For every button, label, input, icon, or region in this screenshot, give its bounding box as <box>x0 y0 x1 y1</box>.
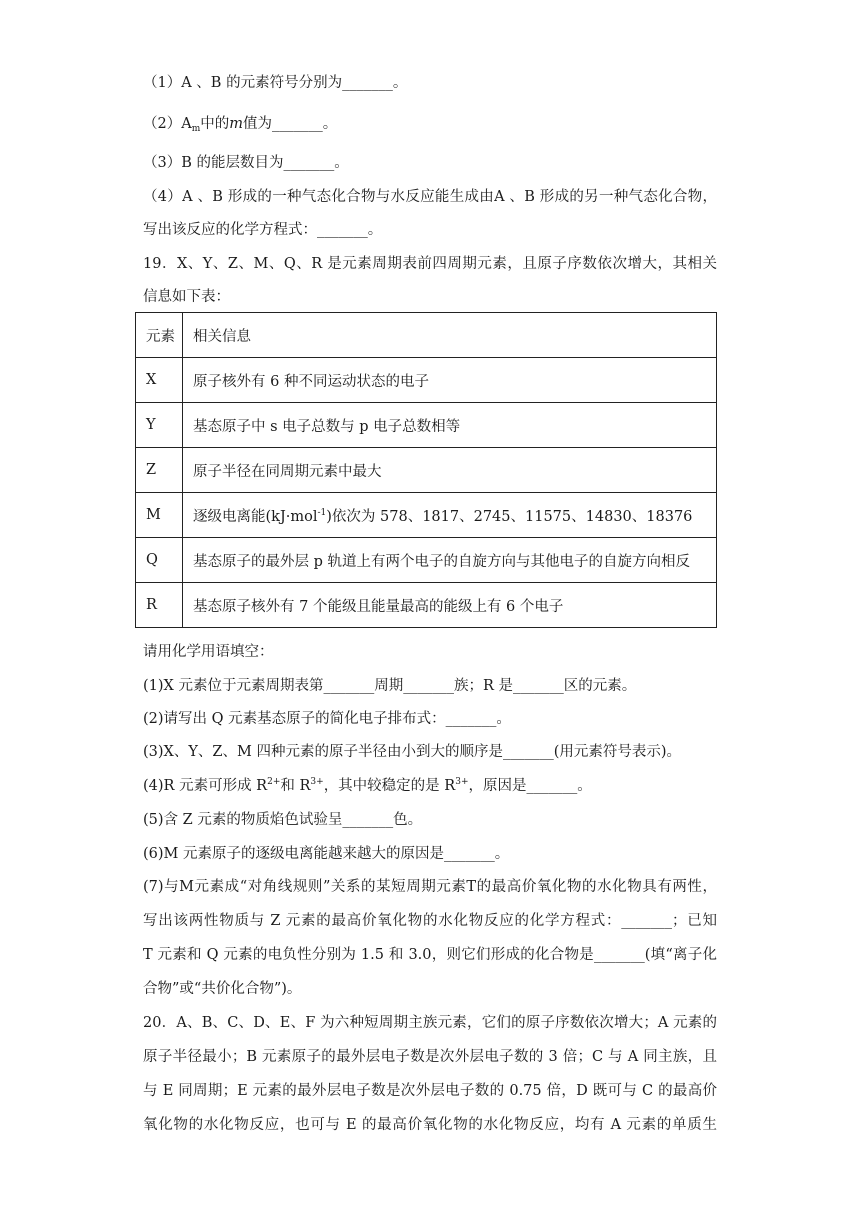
table-header-row <box>136 313 717 358</box>
q20-line1: 20．A、B、C、D、E、F 为六种短周期主族元素，它们的原子序数依次增大；A 元素的 <box>143 1015 717 1031</box>
q20-line2: 原子半径最小；B 元素原子的最外层电子数是次外层电子数的 3 倍；C 与 A 同主族，且 <box>143 1049 717 1065</box>
q19-sub6: (6)M 元素原子的逐级电离能越来越大的原因是_______。 <box>143 846 510 862</box>
row-info: 原子半径在同周期元素中最大 <box>183 448 717 493</box>
q19-sub7-line1: (7)与M元素成“对角线规则”关系的某短周期元素T的最高价氧化物的水化物具有两性， <box>143 879 717 895</box>
q19-sub4-mid2: ，其中较稳定的是 R <box>323 778 456 794</box>
q18-part3: （3）B 的能层数目为_______。 <box>143 155 349 171</box>
table-row <box>136 358 717 403</box>
row-info: 原子核外有 6 种不同运动状态的电子 <box>183 358 717 403</box>
q18-part2-m: m <box>229 116 244 132</box>
row-element: R <box>136 583 183 628</box>
q19-sub4-mid1: 和 R <box>280 778 311 794</box>
row-element: Z <box>136 448 183 493</box>
row-info-post: )依次为 578、1817、2745、11575、14830、18376 <box>326 508 693 525</box>
header-info: 相关信息 <box>183 313 717 358</box>
q19-sub4-post: ，原因是_______。 <box>468 778 592 794</box>
q20-line4: 氧化物的水化物反应，也可与 E 的最高价氧化物的水化物反应，均有 A 元素的单质生 <box>143 1117 717 1133</box>
row-element: Y <box>136 403 183 448</box>
row-info <box>183 493 717 538</box>
row-info: 基态原子核外有 7 个能级且能量最高的能级上有 6 个电子 <box>183 583 717 628</box>
element-info-table <box>135 312 717 628</box>
q19-sub4-sup2: 3+ <box>310 777 324 787</box>
q20-line3: 与 E 同周期；E 元素的最外层电子数是次外层电子数的 0.75 倍，D 既可与 C 的最高价 <box>143 1083 717 1099</box>
table-row <box>136 403 717 448</box>
q18-part1: （1）A 、B 的元素符号分别为_______。 <box>143 75 408 91</box>
q18-part2-mid: 中的 <box>200 116 230 132</box>
q18-part2-prefix: （2） <box>143 116 182 132</box>
row-element: X <box>136 358 183 403</box>
table-row <box>136 538 717 583</box>
q19-sub4-sup1: 2+ <box>267 777 281 787</box>
q18-part4-line1: （4）A 、B 形成的一种气态化合物与水反应能生成由A 、B 形成的另一种气态化合物， <box>143 189 717 205</box>
q19-sub5: (5)含 Z 元素的物质焰色试验呈_______色。 <box>143 812 423 828</box>
q18-part2 <box>143 114 337 134</box>
q19-intro-line1: 19．X、Y、Z、M、Q、R 是元素周期表前四周期元素，且原子序数依次增大，其相关 <box>143 256 717 272</box>
row-info-pre: 逐级电离能(kJ·mol <box>193 508 318 525</box>
q18-part2-subscript: m <box>191 124 201 134</box>
table-row <box>136 493 717 538</box>
q18-part4-line2: 写出该反应的化学方程式：_______。 <box>143 222 383 238</box>
q19-sub4-sup3: 3+ <box>455 777 469 787</box>
row-info: 基态原子的最外层 p 轨道上有两个电子的自旋方向与其他电子的自旋方向相反 <box>183 538 717 583</box>
q19-intro-line2: 信息如下表： <box>143 289 230 305</box>
row-element: M <box>136 493 183 538</box>
q19-sub1: (1)X 元素位于元素周期表第_______周期_______族；R 是_______区的元素。 <box>143 678 637 694</box>
q19-sub7-line3: T 元素和 Q 元素的电负性分别为 1.5 和 3.0，则它们形成的化合物是_______(填“离子化 <box>143 947 717 963</box>
row-info: 基态原子中 s 电子总数与 p 电子总数相等 <box>183 403 717 448</box>
header-element: 元素 <box>136 313 183 358</box>
q18-part2-A: A <box>181 116 192 132</box>
q19-fill-prompt: 请用化学用语填空： <box>143 644 274 660</box>
table-row <box>136 448 717 493</box>
row-element: Q <box>136 538 183 583</box>
q19-sub2: (2)请写出 Q 元素基态原子的简化电子排布式：_______。 <box>143 711 511 727</box>
q19-sub3: (3)X、Y、Z、M 四种元素的原子半径由小到大的顺序是_______(用元素符号表示)。 <box>143 744 682 760</box>
row-info-sup: -1 <box>317 507 327 518</box>
q19-sub4-pre: (4)R 元素可形成 R <box>143 778 268 794</box>
q18-part2-suffix: 值为_______。 <box>243 116 338 132</box>
q19-sub7-line4: 合物”或“共价化合物”)。 <box>143 981 302 997</box>
q19-sub4 <box>143 776 592 796</box>
table-row <box>136 583 717 628</box>
q19-sub7-line2: 写出该两性物质与 Z 元素的最高价氧化物的水化物反应的化学方程式：_______；已知 <box>143 913 717 929</box>
